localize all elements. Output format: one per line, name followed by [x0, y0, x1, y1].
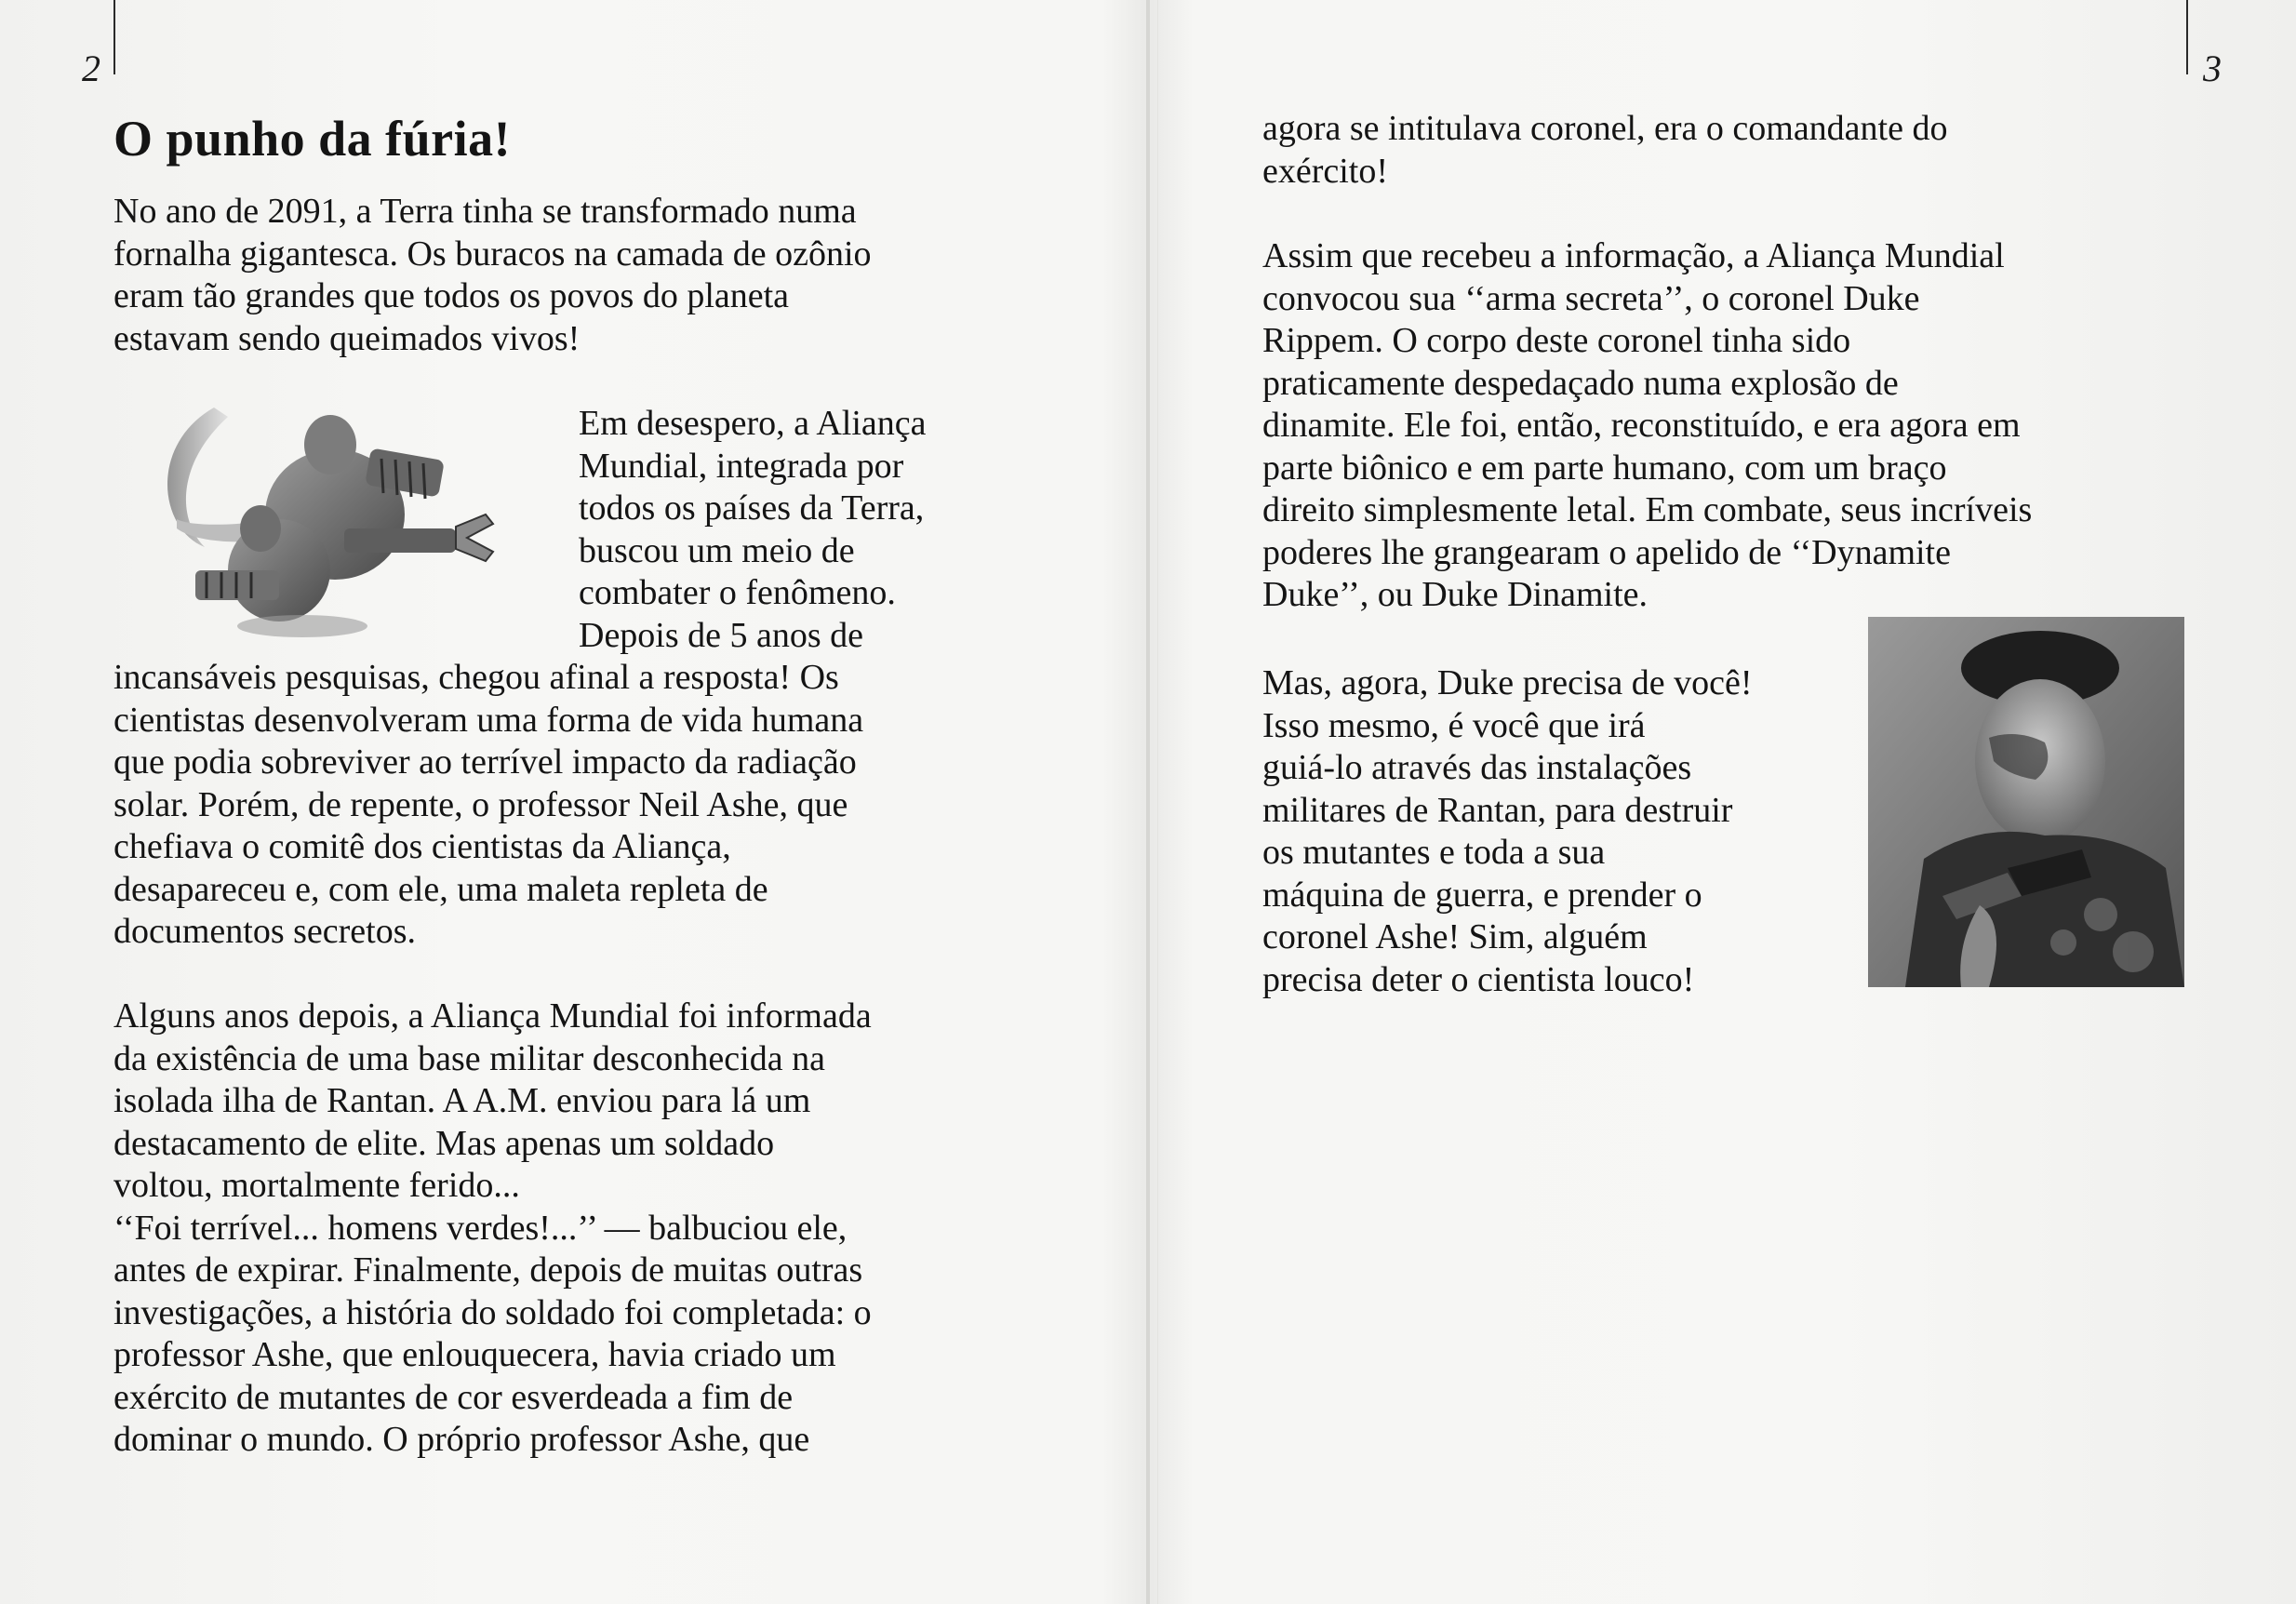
right-paragraph-2: Assim que recebeu a informação, a Aliança Mundial convocou sua ‘‘arma secreta’’, o coronel Duke Rippem. O corpo deste coronel tinha sido praticamente despedaçado numa explosão de dinamite. Ele foi, então, reconstituído, e era agora em parte biônico e em parte humano, com um braço direito simplesmente letal. Em combate, seus incríveis poderes lhe grangearam o apelido de ‘‘Dynamite Duke’’, ou Duke Dinamite.	[1262, 236, 2033, 614]
right-paragraph-3: Mas, agora, Duke precisa de você! Isso mesmo, é você que irá guiá-lo através das instalações militares de Rantan, para destruir os mutantes e toda a sua máquina de guerra, e prender o coronel Ashe! Sim, alguém precisa deter o cientista louco!	[1262, 663, 1753, 999]
page-number-left: 2	[82, 47, 100, 89]
right-margin-rule	[2186, 0, 2188, 74]
left-paragraph-3: Alguns anos depois, a Aliança Mundial foi informada da existência de uma base militar desconhecida na isolada ilha de Rantan. A A.M. enviou para lá um destacamento de elite. Mas apenas um soldado voltou, mortalmente ferido... ‘‘Foi terrível... homens verdes!...’’ — balbuciou ele, antes de expirar. Finalmente, depois de muitas outras investigações, a história do soldado foi completada: o professor Ashe, que enlouquecera, havia criado um exército de mutantes de cor esverdeada a fim de dominar o mundo. O próprio professor Ashe, que	[113, 996, 872, 1459]
left-paragraph-2-wrap: Em desespero, a Aliança Mundial, integrada por todos os países da Terra, buscou um meio de combater o fenômeno. Depois de 5 anos de	[579, 404, 927, 655]
mutant-illustration	[140, 389, 530, 640]
right-paragraph-1: agora se intitulava coronel, era o comandante do exército!	[1262, 109, 1948, 191]
left-paragraph-1: No ano de 2091, a Terra tinha se transformado numa fornalha gigantesca. Os buracos na camada de ozônio eram tão grandes que todos os povos do planeta estavam sendo queimados vivos!	[113, 192, 872, 358]
duke-photo	[1868, 617, 2184, 987]
left-paragraph-2: incansáveis pesquisas, chegou afinal a resposta! Os cientistas desenvolveram uma forma de vida humana que podia sobreviver ao terrível impacto da radiação solar. Porém, de repente, o professor Neil Ashe, que chefiava o comitê dos cientistas da Aliança, desapareceu e, com ele, uma maleta repleta de documentos secretos.	[113, 658, 864, 951]
page-fold	[1146, 0, 1150, 1604]
page-number-right: 3	[2203, 47, 2222, 89]
duke-photo-image	[1868, 617, 2184, 987]
left-margin-rule	[113, 0, 115, 74]
page-fold-shadow	[1157, 0, 1158, 1604]
page-title: O punho da fúria!	[113, 111, 512, 167]
